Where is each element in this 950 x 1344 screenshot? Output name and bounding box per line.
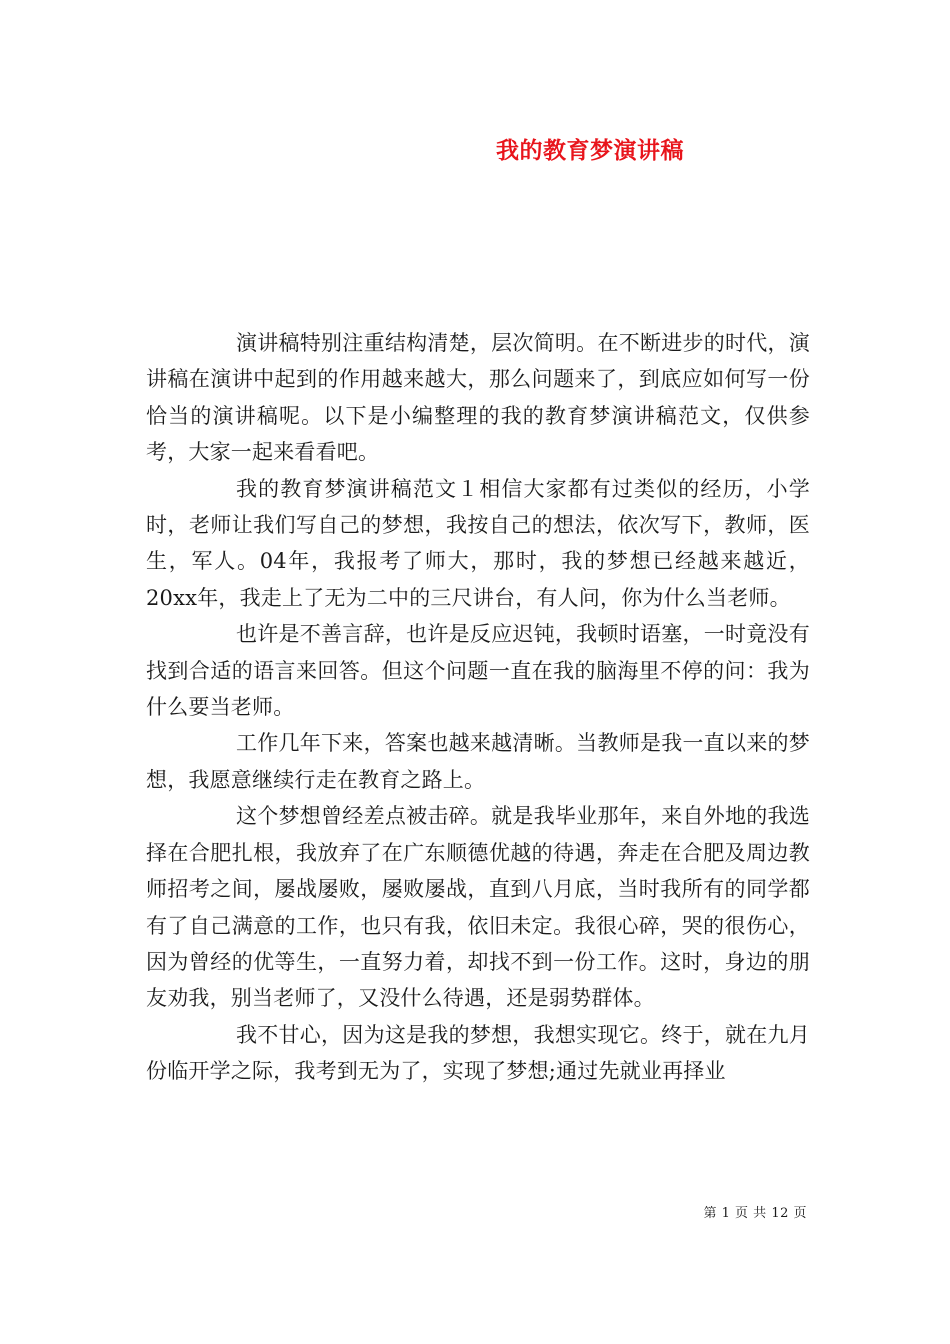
paragraph-not-give-up: 我不甘心，因为这是我的梦想，我想实现它。终于，就在九月份临开学之际，我考到无为了，实现了梦想;通过先就业再择业: [146, 1022, 810, 1084]
paragraph-intro: 演讲稿特别注重结构清楚，层次简明。在不断进步的时代，演讲稿在演讲中起到的作用越来越大，那么问题来了，到底应如何写一份恰当的演讲稿呢。以下是小编整理的我的教育梦演讲稿范文，仅供参考，大家一起来看看吧。: [146, 331, 810, 465]
document-title: 我的教育梦演讲稿: [496, 137, 684, 164]
page-number-footer: 第 1 页 共 12 页: [703, 1206, 807, 1221]
paragraph-work-years: 工作几年下来，答案也越来越清晰。当教师是我一直以来的梦想，我愿意继续行走在教育之路上。: [146, 731, 810, 792]
paragraph-sample-1: 我的教育梦演讲稿范文１相信大家都有过类似的经历，小学时，老师让我们写自己的梦想，我按自己的想法，依次写下，教师，医生，军人。04年，我报考了师大，那时，我的梦想已经越来越近，20xx年，我走上了无为二中的三尺讲台，有人问，你为什么当老师。: [146, 476, 810, 610]
paragraph-answer: 也许是不善言辞，也许是反应迟钝，我顿时语塞，一时竟没有找到合适的语言来回答。但这个问题一直在我的脑海里不停的问：我为什么要当老师。: [146, 622, 810, 720]
document-body: [146, 325, 810, 1090]
paragraph-dream-shattered: 这个梦想曾经差点被击碎。就是我毕业那年，来自外地的我选择在合肥扎根，我放弃了在广东顺德优越的待遇，奔走在合肥及周边教师招考之间，屡战屡败，屡败屡战，直到八月底，当时我所有的同学都有了自己满意的工作，也只有我，依旧未定。我很心碎，哭的很伤心，因为曾经的优等生，一直努力着，却找不到一份工作。这时，身边的朋友劝我，别当老师了，又没什么待遇，还是弱势群体。: [146, 804, 810, 1011]
